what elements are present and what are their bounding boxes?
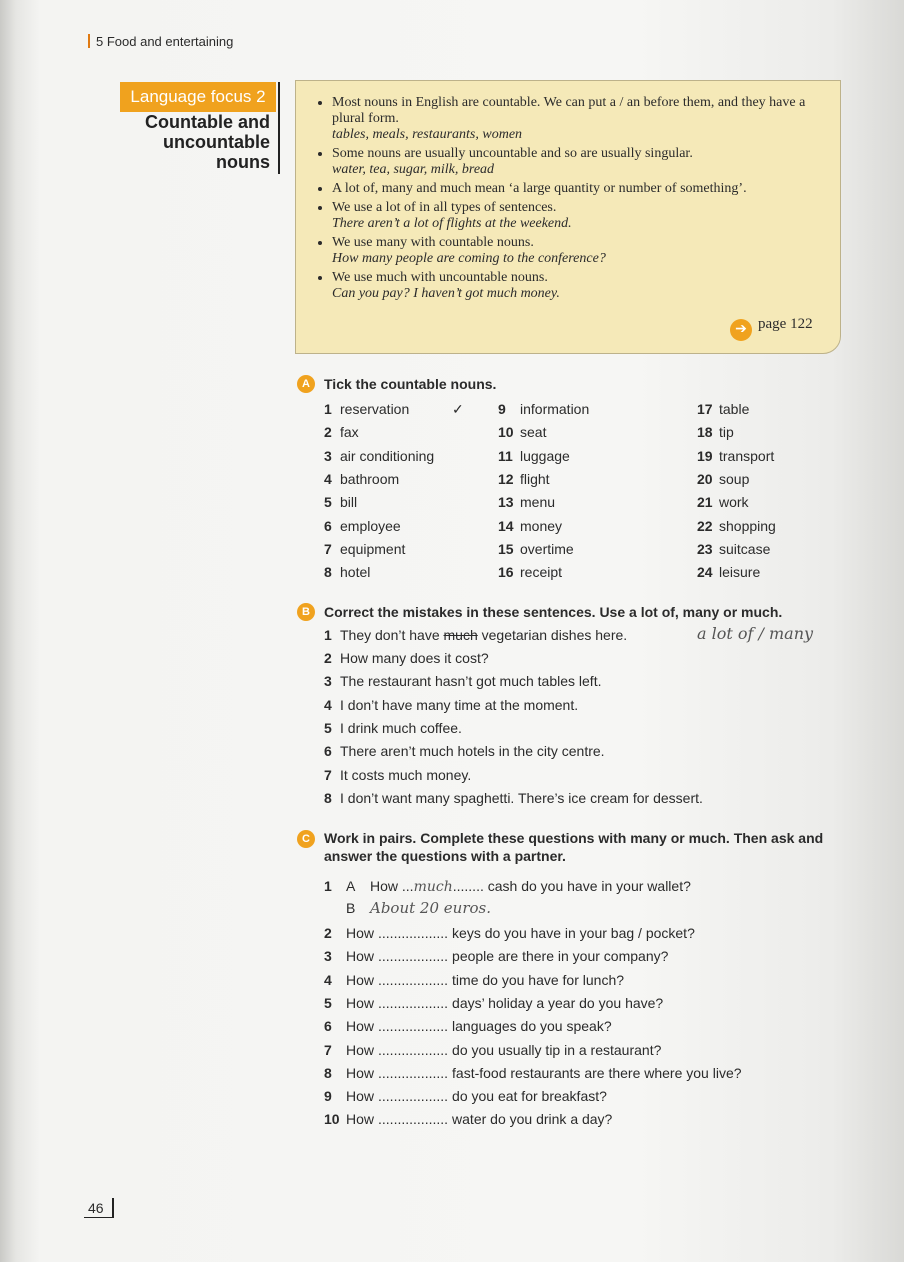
- exercise-c-item: 1 A How ...much........ cash do you have in your wallet?: [324, 878, 691, 895]
- noun-item: 1 reservation: [324, 401, 410, 417]
- noun-item: 14 money: [498, 517, 563, 534]
- exercise-b-item: 8 I don’t want many spaghetti. There’s ice cream for dessert.: [324, 789, 703, 806]
- exercise-a-badge: A: [297, 375, 315, 393]
- rule-example: tables, meals, restaurants, women: [332, 127, 523, 142]
- noun-item: 8 hotel: [324, 564, 371, 581]
- noun-item: 9 information: [498, 401, 590, 417]
- tick-mark: ✓: [452, 401, 464, 417]
- blank-dots[interactable]: ..................: [378, 994, 449, 1011]
- book-spine: [0, 0, 40, 1262]
- noun-item: 18 tip: [697, 424, 734, 441]
- exercise-a-instruction: Tick the countable nouns.: [324, 376, 497, 392]
- exercise-b-badge: B: [297, 603, 315, 621]
- noun-item: 2 fax: [324, 424, 359, 441]
- exercise-c-item: 9 How .................. do you eat for breakfast?: [324, 1088, 607, 1105]
- arrow-right-icon: ➔: [730, 319, 752, 341]
- grammar-rules-box: [295, 80, 841, 354]
- exercise-b-item: 7 It costs much money.: [324, 766, 472, 783]
- exercise-b-item: 6 There aren’t much hotels in the city centre.: [324, 743, 605, 760]
- exercise-c-item: 2 How .................. keys do you have in your bag / pocket?: [324, 925, 695, 941]
- rule-item: • We use a lot of in all types of sentences. There aren’t a lot of flights at the weekend.: [332, 200, 822, 232]
- handwritten-answer: a lot of / many: [697, 624, 814, 643]
- exercise-c-badge: C: [297, 830, 315, 848]
- noun-item: 19 transport: [697, 447, 775, 464]
- blank-dots[interactable]: ..................: [378, 948, 449, 965]
- page-number: 46: [88, 1200, 104, 1216]
- noun-item: 12 flight: [498, 470, 550, 487]
- noun-item: 16 receipt: [498, 564, 563, 581]
- rule-example: There aren’t a lot of flights at the weekend.: [332, 216, 572, 231]
- exercise-c-instruction: Work in pairs. Complete these questions with many or much. Then ask and answer the questions with a partner.: [324, 830, 824, 864]
- rules-list: [314, 95, 822, 302]
- noun-item: 21 work: [697, 494, 749, 511]
- blank-dots[interactable]: ..................: [378, 1018, 449, 1035]
- exercise-b-item: 4 I don’t have many time at the moment.: [324, 696, 579, 713]
- exercise-b-item: 2 How many does it cost?: [324, 650, 489, 666]
- noun-item: 15 overtime: [498, 540, 574, 557]
- exercise-c-item: 4 How .................. time do you have for lunch?: [324, 971, 625, 988]
- noun-item: 24 leisure: [697, 564, 761, 581]
- rule-item: • We use many with countable nouns. How many people are coming to the conference?: [332, 235, 822, 267]
- title-rule: [278, 82, 280, 174]
- noun-item: 20 soup: [697, 470, 750, 487]
- exercise-b-item: 3 The restaurant hasn’t got much tables left.: [324, 673, 602, 690]
- noun-item: 6 employee: [324, 517, 401, 534]
- exercise-c-item: 10 How .................. water do you drink a day?: [324, 1111, 613, 1128]
- page-reference-link[interactable]: ➔ page 122: [730, 316, 813, 341]
- exercise-b-item: 1 They don’t have much vegetarian dishes here.: [324, 627, 628, 643]
- noun-item: 4 bathroom: [324, 470, 400, 487]
- rule-example: How many people are coming to the conference?: [332, 251, 606, 266]
- rule-example: Can you pay? I haven’t got much money.: [332, 286, 560, 301]
- noun-item: 10 seat: [498, 424, 547, 441]
- noun-item: 5 bill: [324, 494, 358, 511]
- blank-dots[interactable]: ..................: [378, 1064, 449, 1081]
- struck-word: much: [443, 627, 478, 643]
- rule-item: • We use much with uncountable nouns. Can you pay? I haven’t got much money.: [332, 270, 822, 302]
- exercise-c-item: 6 How .................. languages do you speak?: [324, 1018, 612, 1035]
- noun-item: 13 menu: [498, 494, 556, 511]
- language-focus-title: Countable and uncountable nouns: [145, 112, 270, 172]
- noun-item: 17 table: [697, 401, 750, 417]
- blank-dots[interactable]: ..................: [378, 1088, 449, 1105]
- exercise-c-item: 7 How .................. do you usually tip in a restaurant?: [324, 1041, 662, 1058]
- language-focus-tag: Language focus 2: [120, 82, 276, 112]
- blank-dots[interactable]: ..................: [378, 925, 449, 941]
- exercise-b-instruction: Correct the mistakes in these sentences. Use a lot of, many or much.: [324, 604, 783, 620]
- rule-item: • Most nouns in English are countable. We can put a / an before them, and they have a plural form. tables, meals, restaurants, women: [332, 95, 822, 143]
- blank-dots[interactable]: ..................: [378, 1111, 449, 1128]
- noun-item: 7 equipment: [324, 540, 406, 557]
- section-header: [88, 34, 233, 49]
- noun-item: 3 air conditioning: [324, 447, 435, 464]
- exercise-c-item: 5 How .................. days’ holiday a year do you have?: [324, 994, 664, 1011]
- blank-dots[interactable]: ..................: [378, 971, 449, 988]
- exercise-c-item: 8 How .................. fast-food restaurants are there where you live?: [324, 1064, 742, 1081]
- noun-item: 22 shopping: [697, 517, 776, 534]
- section-title: 5 Food and entertaining: [96, 34, 234, 49]
- blank-dots[interactable]: ..................: [378, 1041, 449, 1058]
- exercise-c-answer-line: B About 20 euros.: [346, 899, 491, 917]
- rule-item: • A lot of, many and much mean ‘a large quantity or number of something’.: [332, 181, 822, 197]
- exercise-b-item: 5 I drink much coffee.: [324, 719, 462, 736]
- handwritten-answer: About 20 euros.: [370, 899, 491, 917]
- noun-item: 23 suitcase: [697, 540, 771, 557]
- handwritten-answer: much: [413, 879, 453, 895]
- rule-item: • Some nouns are usually uncountable and so are usually singular. water, tea, sugar, milk, bread: [332, 146, 822, 178]
- exercise-c-item: 3 How .................. people are there in your company?: [324, 948, 669, 965]
- noun-item: 11 luggage: [498, 447, 570, 464]
- rule-example: water, tea, sugar, milk, bread: [332, 162, 495, 177]
